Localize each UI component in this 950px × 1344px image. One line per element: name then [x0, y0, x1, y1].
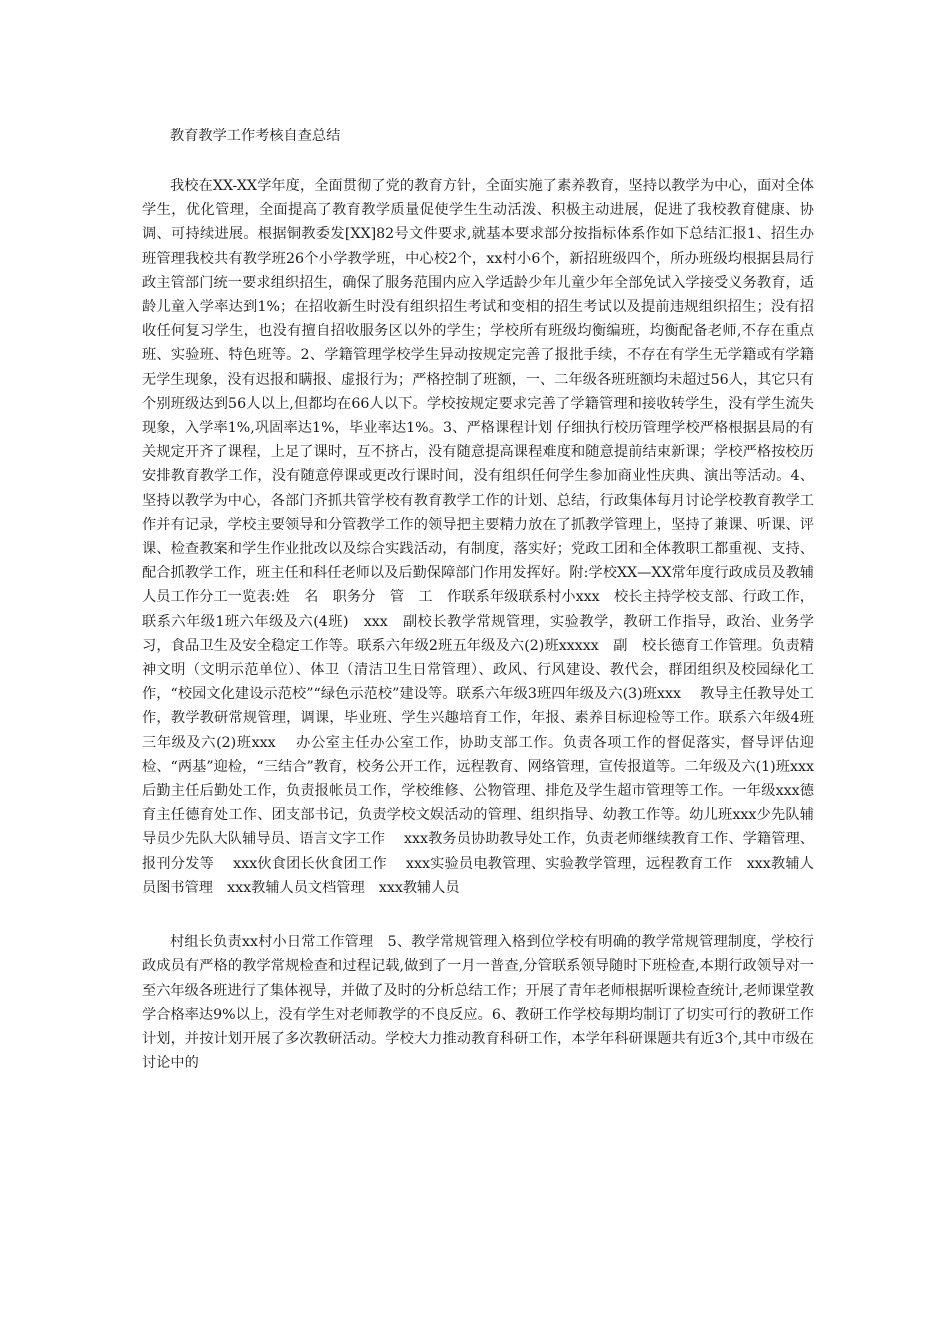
- document-page: [142, 120, 814, 1075]
- body-paragraph-1: 我校在XX-XX学年度，全面贯彻了党的教育方针，全面实施了素养教育，坚持以教学为中心，面对全体学生，优化管理，全面提高了教育教学质量促使学生生动活泼、积极主动进展，促进了我校教育健康、协调、可持续进展。根据铜教委发[XX]82号文件要求,就基本要求部分按指标体系作如下总结汇报1、招生办班管理我校共有教学班26个小学教学班，中心校2个，xx村小6个，新招班级四个，所办班级均根据县局行政主管部门统一要求组织招生，确保了服务范围内应入学适龄少年儿童少年全部免试入学接受义务教育，适龄儿童入学率达到1%；在招收新生时没有组织招生考试和变相的招生考试以及提前违规组织招生；没有招收任何复习学生，也没有擅自招收服务区以外的学生；学校所有班级均衡编班，均衡配备老师,不存在重点班、实验班、特色班等。2、学籍管理学校学生异动按规定完善了报批手续，不存在有学生无学籍或有学籍无学生现象，没有迟报和瞒报、虚报行为；严格控制了班额，一、二年级各班班额均未超过56人，其它只有个别班级达到56人以上,但都均在66人以下。学校按规定要求完善了学籍管理和接收转学生，没有学生流失现象，入学率1%,巩固率达1%，毕业率达1%。3、严格课程计划 仔细执行校历管理学校严格根据县局的有关规定开齐了课程，上足了课时，互不挤占，没有随意提高课程难度和随意提前结束新课；学校严格按校历安排教育教学工作，没有随意停课或更改行课时间，没有组织任何学生参加商业性庆典、演出等活动。4、坚持以教学为中心，各部门齐抓共管学校有教育教学工作的计划、总结，行政集体每月讨论学校教育教学工作并有记录，学校主要领导和分管教学工作的领导把主要精力放在了抓教学管理上，坚持了兼课、听课、评课、检查教案和学生作业批改以及综合实践活动，有制度，落实好；党政工团和全体教职工都重视、支持、配合抓教学工作，班主任和科任老师以及后勤保障部门作用发挥好。附:学校XX—XX常年度行政成员及教辅人员工作分工一览表:姓 名 职务分 管 工 作联系年级联系村小xxx 校长主持学校支部、行政工作，联系六年级1班六年级及六(4班) xxx 副校长教学常规管理，实验教学，教研工作指导，政治、业务学习，食品卫生及安全稳定工作等。联系六年级2班五年级及六(2)班xxxxx 副 校长德育工作管理。负责精神文明（文明示范单位）、体卫（清洁卫生日常管理）、政风、行风建设、教代会，群团组织及校园绿化工作，“校园文化建设示范校”“绿色示范校”建设等。联系六年级3班四年级及六(3)班xxx 教导主任教导处工作，教学教研常规管理，调课，毕业班、学生兴趣培育工作，年报、素养目标迎检等工作。联系六年级4班三年级及六(2)班xxx 办公室主任办公室工作，协助支部工作。负责各项工作的督促落实，督导评估迎检、“两基”迎检，“三结合”教育，校务公开工作，远程教育、网络管理，宣传报道等。二年级及六(1)班xxx 后勤主任后勤处工作，负责报帐员工作，学校维修、公物管理、排危及学生超市管理等工作。一年级xxx德育主任德育处工作、团支部书记，负责学校文娱活动的管理、组织指导、幼教工作等。幼儿班xxx少先队辅导员少先队大队辅导员、语言文字工作 xxx教务员协助教导处工作，负责老师继续教育工作、学籍管理、报刊分发等 xxx伙食团长伙食团工作 xxx实验员电教管理、实验教学管理，远程教育工作 xxx教辅人员图书管理 xxx教辅人员文档管理 xxx教辅人员: [142, 178, 814, 896]
- document-title: 教育教学工作考核自查总结: [170, 128, 341, 144]
- body-paragraph-2: 村组长负责xx村小日常工作管理 5、教学常规管理入格到位学校有明确的教学常规管理制度，学校行政成员有严格的教学常规检查和过程记载,做到了一月一普查,分管联系领导随时下班检查,本期行政领导对一至六年级各班进行了集体视导，并做了及时的分析总结工作；开展了青年老师根据听课检查统计,老师课堂教学合格率达9%以上，没有学生对老师教学的不良反应。6、教研工作学校每期均制订了切实可行的教研工作计划，并按计划开展了多次教研活动。学校大力推动教育科研工作，本学年科研课题共有近3个,其中市级在讨论中的: [142, 934, 814, 1072]
